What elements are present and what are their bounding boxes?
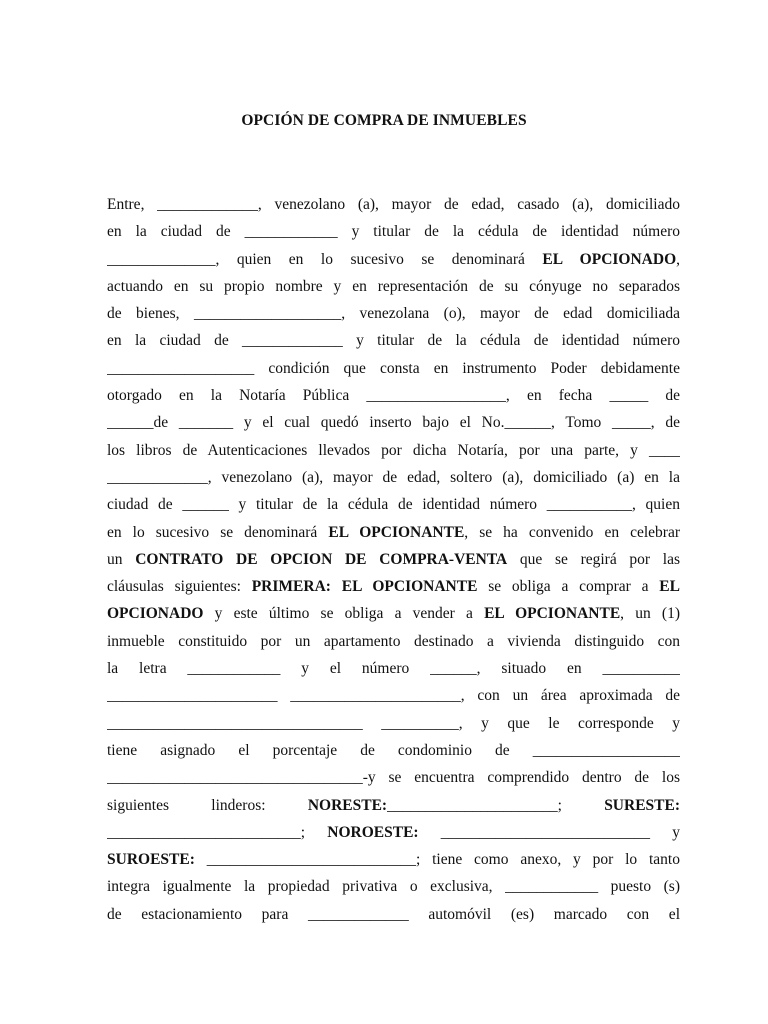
body-line	[107, 191, 680, 218]
body-text-segment: ______de _______ y el cual quedó inserto bajo el No.______, Tomo _____, de	[107, 414, 680, 432]
body-text-segment: integra igualmente la propiedad privativa o exclusiva, ____________ puesto (s)	[107, 878, 680, 896]
body-text-segment: se obliga a comprar a	[477, 578, 660, 596]
body-text-segment: en lo sucesivo se denominará	[107, 523, 329, 541]
body-line	[107, 355, 680, 382]
body-line	[107, 573, 680, 600]
body-text-segment: _____________, venezolano (a), mayor de edad, soltero (a), domiciliado (a) en la	[107, 468, 680, 486]
body-text-segment: que se regirá por las	[507, 550, 680, 568]
bold-term: EL	[659, 578, 680, 596]
body-text-segment: inmueble constituido por un apartamento destinado a vivienda distinguido con	[107, 632, 680, 650]
body-line	[107, 327, 680, 354]
bold-term: PRIMERA: EL OPCIONANTE	[251, 578, 478, 596]
body-text-segment: ___________________ condición que consta en instrumento Poder debidamente	[107, 359, 680, 377]
body-line	[107, 409, 680, 436]
body-line	[107, 819, 680, 846]
body-line	[107, 600, 680, 627]
body-text-segment: tiene asignado el porcentaje de condominio de ___________________	[107, 741, 680, 759]
body-line	[107, 273, 680, 300]
bold-term: NORESTE:	[307, 796, 388, 814]
bold-term: OPCIONADO	[107, 605, 204, 623]
body-text-segment: en la ciudad de ____________ y titular de la cédula de identidad número	[107, 223, 680, 241]
body-text-segment: y este último se obliga a vender a	[203, 605, 485, 623]
bold-term: CONTRATO DE OPCION DE COMPRA-VENTA	[135, 550, 508, 568]
body-text-segment: los libros de Autenticaciones llevados por dicha Notaría, por una parte, y ____	[107, 441, 680, 459]
bold-term: SUROESTE:	[107, 851, 195, 869]
body-text-segment: _________________________;	[107, 823, 328, 841]
body-text-segment: ciudad de ______ y titular de la cédula de identidad número ___________, quien	[107, 496, 680, 514]
body-line	[107, 464, 680, 491]
body-text-segment: ______________, quien en lo sucesivo se denominará	[107, 250, 543, 268]
body-line	[107, 764, 680, 791]
bold-term: SURESTE:	[604, 796, 680, 814]
body-text-segment: , un (1)	[620, 605, 680, 623]
body-text-segment: ___________________________ y	[418, 823, 680, 841]
body-text-segment: otorgado en la Notaría Pública __________________, en fecha _____ de	[107, 387, 680, 405]
body-text-segment: siguientes linderos:	[107, 796, 308, 814]
body-text-segment: en la ciudad de _____________ y titular de la cédula de identidad número	[107, 332, 680, 350]
body-line	[107, 710, 680, 737]
body-line	[107, 491, 680, 518]
body-text-segment: _________________________________ __________, y que le corresponde y	[107, 714, 680, 732]
body-line	[107, 246, 680, 273]
body-text-segment: ______________________ ______________________, con un área aproximada de	[107, 687, 680, 705]
body-line	[107, 519, 680, 546]
body-text-segment: Entre, _____________, venezolano (a), mayor de edad, casado (a), domiciliado	[107, 196, 680, 213]
body-text-segment: la letra ____________ y el número ______, situado en __________	[107, 660, 680, 678]
body-line	[107, 655, 680, 682]
body-text-segment: ___________________________; tiene como anexo, y por lo tanto	[194, 851, 680, 869]
bold-term: EL OPCIONANTE	[484, 605, 621, 623]
body-line	[107, 737, 680, 764]
body-line	[107, 846, 680, 873]
body-text-segment: de estacionamiento para _____________ automóvil (es) marcado con el	[107, 905, 680, 923]
contract-body	[107, 191, 680, 928]
body-line	[107, 901, 680, 928]
body-line	[107, 628, 680, 655]
body-line	[107, 218, 680, 245]
body-line	[107, 382, 680, 409]
body-line	[107, 792, 680, 819]
bold-term: EL OPCIONANTE	[328, 523, 465, 541]
body-text-segment: de bienes, ___________________, venezolana (o), mayor de edad domiciliada	[107, 305, 680, 323]
bold-term: NOROESTE:	[327, 823, 419, 841]
body-text-segment: ______________________;	[387, 796, 605, 814]
body-text-segment: _________________________________-y se encuentra comprendido dentro de los	[107, 769, 680, 787]
body-line	[107, 682, 680, 709]
body-line	[107, 873, 680, 900]
body-text-segment: ,	[676, 250, 680, 268]
body-line	[107, 546, 680, 573]
body-text-segment: , se ha convenido en celebrar	[464, 523, 680, 541]
body-text-segment: un	[107, 550, 136, 568]
body-text-segment: cláusulas siguientes:	[107, 578, 252, 596]
bold-term: EL OPCIONADO	[542, 250, 677, 268]
body-text-segment: actuando en su propio nombre y en representación de su cónyuge no separados	[107, 277, 680, 295]
document-title: OPCIÓN DE COMPRA DE INMUEBLES	[241, 112, 527, 129]
body-line	[107, 300, 680, 327]
body-line	[107, 437, 680, 464]
